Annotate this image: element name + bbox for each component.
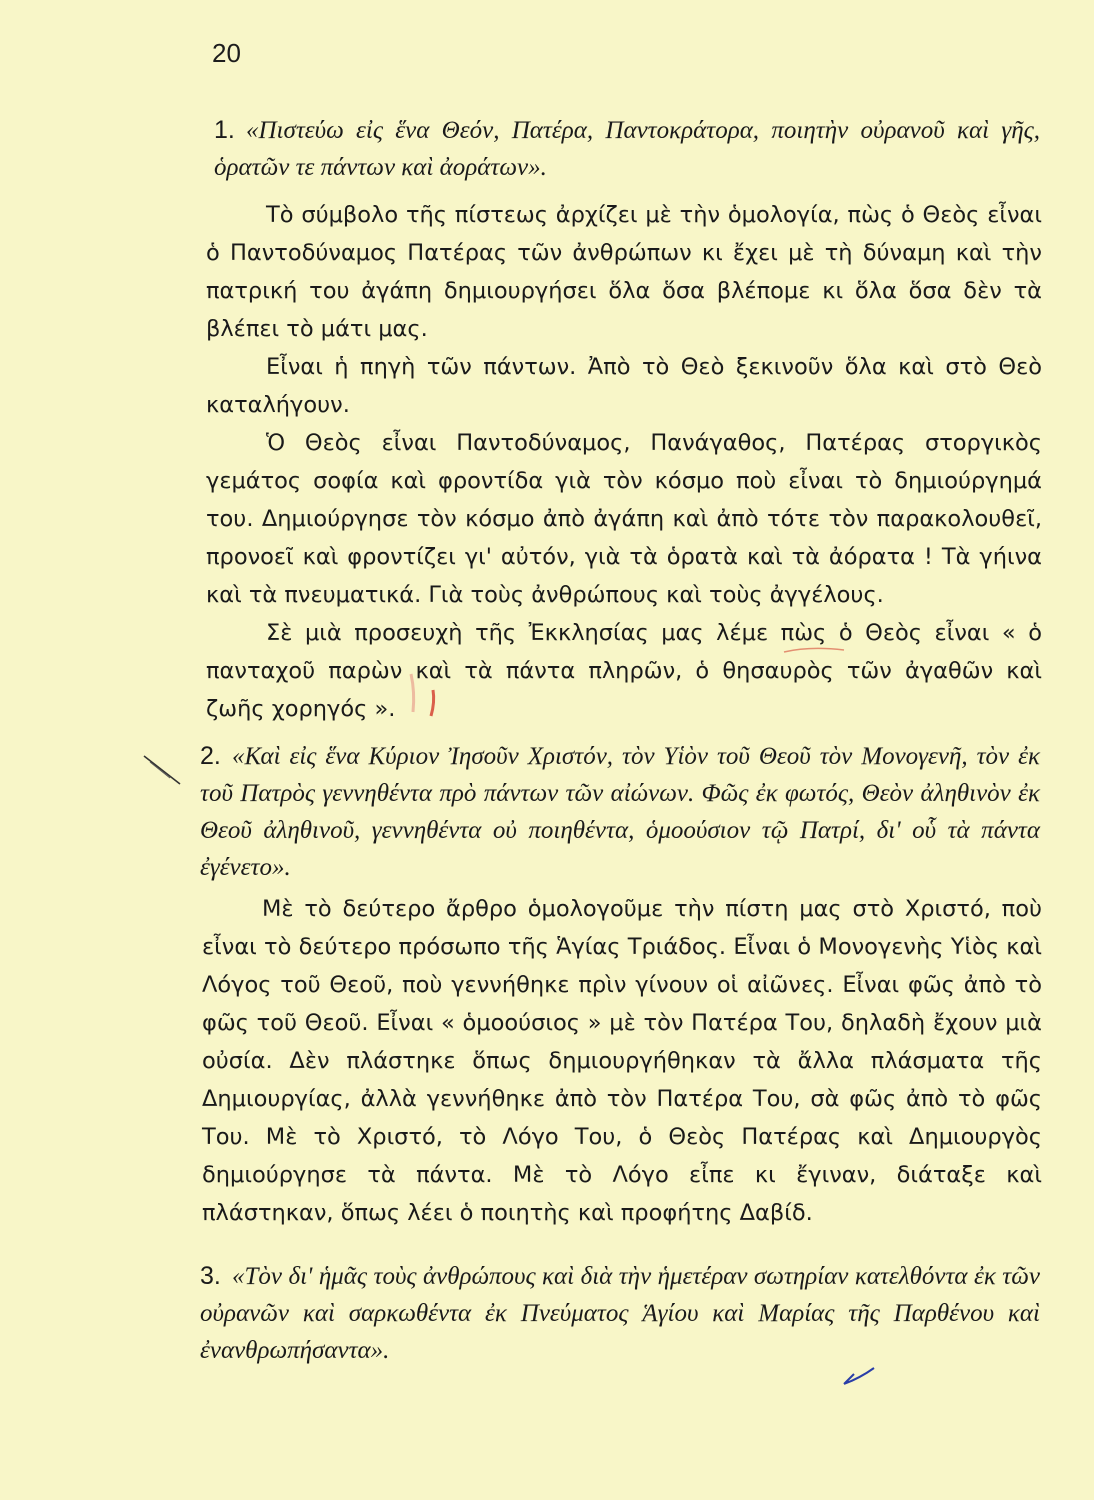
paragraph: Τὸ σύμβολο τῆς πίστεως ἀρχίζει μὲ τὴν ὁμολογία, πὼς ὁ Θεὸς εἶναι ὁ Παντοδύναμος Πατέρας τῶν ἀνθρώπων κι ἔχει μὲ τὴ δύναμη καὶ τὴν πατρική του ἀγάπη δημιουργήσει ὅλα ὅσα βλέπομε κι ὅλα ὅσα δὲν τὰ βλέπει τὸ μάτι μας. <box>206 202 1042 342</box>
article-number: 1. <box>214 116 235 144</box>
pencil-tick-mark-icon <box>140 752 200 792</box>
commentary-1 <box>206 196 1042 728</box>
article-quote: «Πιστεύω εἰς ἕνα Θεόν, Πατέρα, Παντοκράτορα, ποιητὴν οὐρανοῦ καὶ γῆς, ὁρατῶν τε πάντων καὶ ἀοράτων». <box>214 117 1040 181</box>
article-number: 2. <box>200 742 221 770</box>
paragraph: Εἶναι ἡ πηγὴ τῶν πάντων. Ἀπὸ τὸ Θεὸ ξεκινοῦν ὅλα καὶ στὸ Θεὸ καταλήγουν. <box>206 354 1042 418</box>
creed-article-2 <box>200 738 1040 886</box>
article-quote: «Τὸν δι' ἡμᾶς τοὺς ἀνθρώπους καὶ διὰ τὴν ἡμετέραν σωτηρίαν κατελθόντα ἐκ τῶν οὐρανῶν καὶ σαρκωθέντα ἐκ Πνεύματος Ἁγίου καὶ Μαρίας τῆς Παρθένου καὶ ἐνανθρωπήσαντα». <box>200 1263 1040 1364</box>
paragraph: Ὁ Θεὸς εἶναι Παντοδύναμος, Πανάγαθος, Πατέρας στοργικὸς γεμάτος σοφία καὶ φροντίδα γιὰ τὸν κόσμο ποὺ εἶναι τὸ δημιούργημά του. Δημιούργησε τὸν κόσμο ἀπὸ ἀγάπη καὶ ἀπὸ τότε τὸν παρακολουθεῖ, προνοεῖ καὶ φροντίζει γι' αὐτόν, γιὰ τὰ ὁρατὰ καὶ τὰ ἀόρατα ! Τὰ γήινα καὶ τὰ πνευματικά. Γιὰ τοὺς ἀνθρώπους καὶ τοὺς ἀγγέλους. <box>206 430 1042 608</box>
article-quote: «Καὶ εἰς ἕνα Κύριον Ἰησοῦν Χριστόν, τὸν Υἱὸν τοῦ Θεοῦ τὸν Μονογενῆ, τὸν ἐκ τοῦ Πατρὸς γεννηθέντα πρὸ πάντων τῶν αἰώνων. Φῶς ἐκ φωτός, Θεὸν ἀληθινὸν ἐκ Θεοῦ ἀληθινοῦ, γεννηθέντα οὐ ποιηθέντα, ὁμοούσιον τῷ Πατρί, δι' οὗ τὰ πάντα ἐγένετο». <box>200 743 1040 881</box>
creed-article-1 <box>214 112 1040 186</box>
creed-article-3 <box>200 1258 1040 1369</box>
paragraph: Μὲ τὸ δεύτερο ἄρθρο ὁμολογοῦμε τὴν πίστη μας στὸ Χριστό, ποὺ εἶναι τὸ δεύτερο πρόσωπο τῆς Ἁγίας Τριάδος. Εἶναι ὁ Μονογενὴς Υἱὸς καὶ Λόγος τοῦ Θεοῦ, ποὺ γεννήθηκε πρὶν γίνουν οἱ αἰῶνες. Εἶναι φῶς ἀπὸ τὸ φῶς τοῦ Θεοῦ. Εἶναι « ὁμοούσιος » μὲ τὸν Πατέρα Του, δηλαδὴ ἔχουν μιὰ οὐσία. Δὲν πλάστηκε ὅπως δημιουργήθηκαν τὰ ἄλλα πλάσματα τῆς Δημιουργίας, ἀλλὰ γεννήθηκε ἀπὸ τὸν Πατέρα Του, σὰ φῶς ἀπὸ τὸ φῶς Του. Μὲ τὸ Χριστό, τὸ Λόγο Του, ὁ Θεὸς Πατέρας καὶ Δημιουργὸς δημιούργησε τὰ πάντα. Μὲ τὸ Λόγο εἶπε κι ἔγιναν, διάταξε καὶ πλάστηκαν, ὅπως λέει ὁ ποιητὴς καὶ προφήτης Δαβίδ. <box>202 896 1042 1226</box>
commentary-2 <box>202 890 1042 1232</box>
page-number: 20 <box>212 38 241 68</box>
paragraph: Σὲ μιὰ προσευχὴ τῆς Ἐκκλησίας μας λέμε πὼς ὁ Θεὸς εἶναι « ὁ πανταχοῦ παρὼν καὶ τὰ πάντα πληρῶν, ὁ θησαυρὸς τῶν ἀγαθῶν καὶ ζωῆς χορηγός ». <box>206 620 1042 722</box>
article-number: 3. <box>200 1262 221 1290</box>
